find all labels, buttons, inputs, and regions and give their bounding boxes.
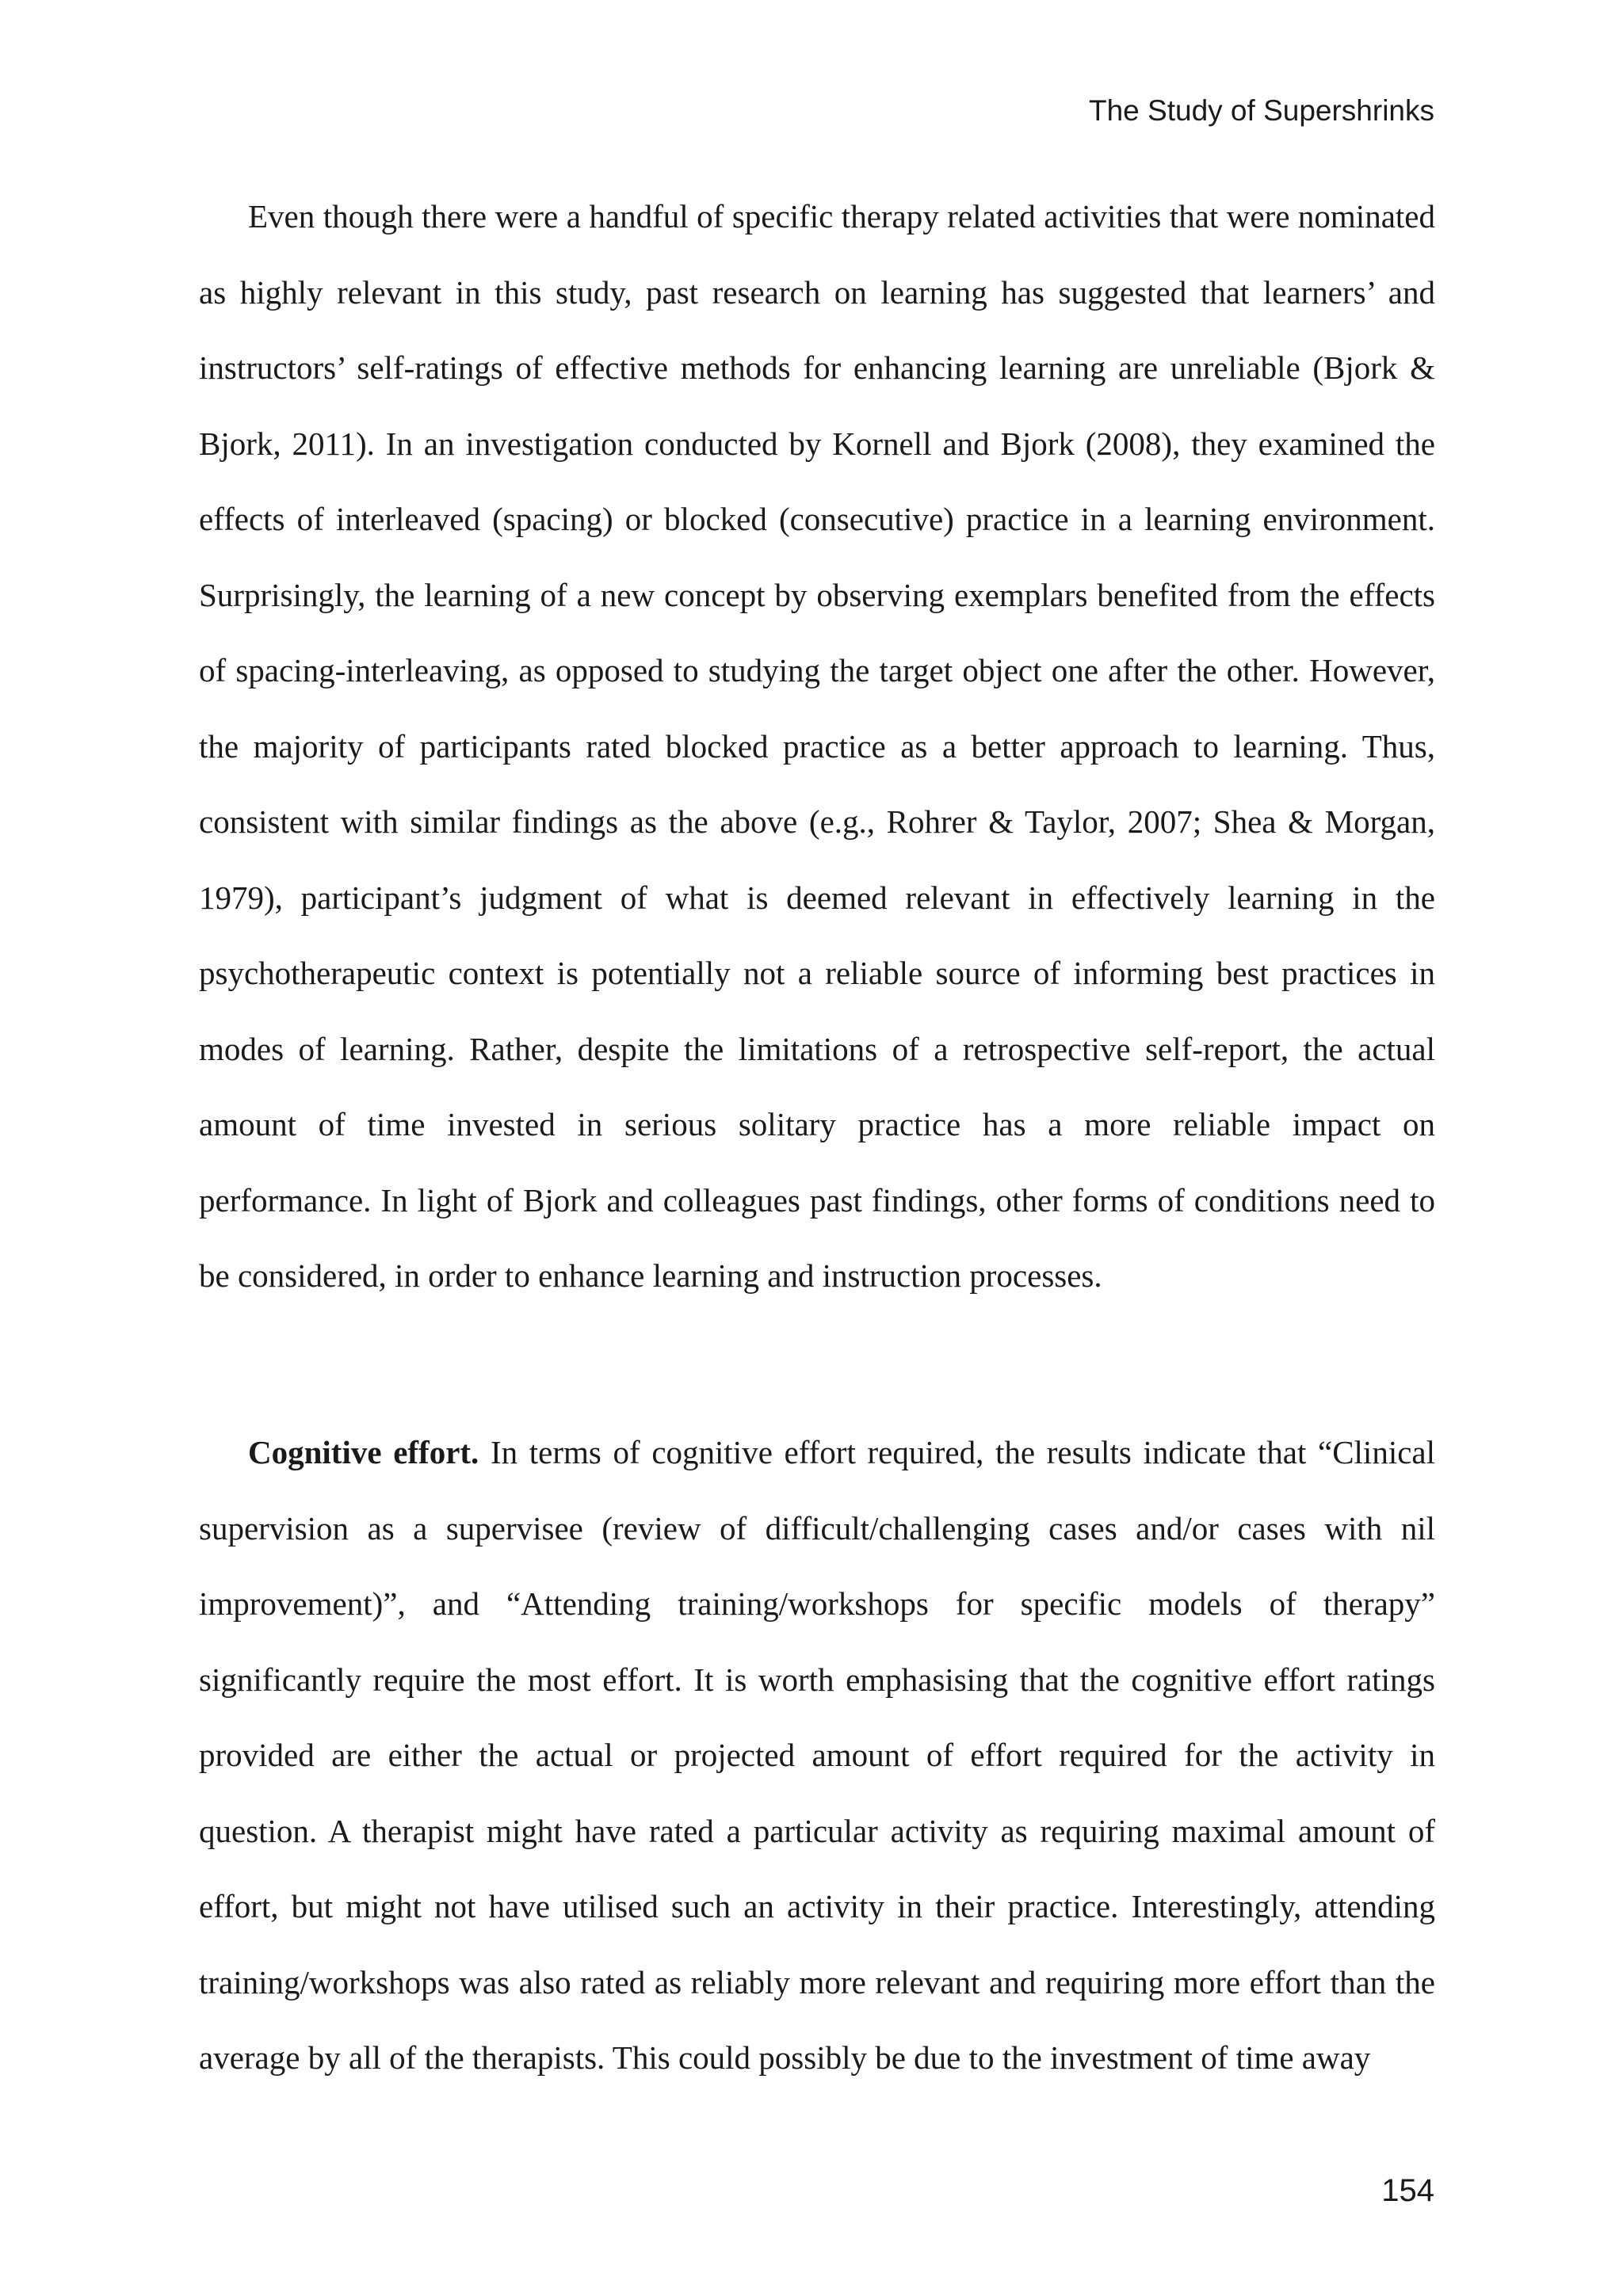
page-number: 154 [1381,2173,1434,2208]
body-paragraph-2 [199,1415,1435,2096]
body-paragraph-1 [199,179,1435,1314]
section-heading-cognitive-effort: Cognitive effort. [248,1434,479,1470]
paragraph-text: In terms of cognitive effort required, the results indicate that “Clinical supervision as a supervisee (review of difficult/challenging cases and/or cases with nil improvement)”, and “Attending training/workshops for specific models of therapy” significantly require the most effort. It is worth emphasising that the cognitive effort ratings provided are either the actual or projected amount of effort required for the activity in question. A therapist might have rated a particular activity as requiring maximal amount of effort, but might not have utilised such an activity in their practice. Interestingly, attending training/workshops was also rated as reliably more relevant and requiring more effort than the average by all of the therapists. This could possibly be due to the investment of time away [199,1434,1436,2076]
running-head-title: The Study of Supershrinks [1089,94,1434,127]
paragraph-text: Even though there were a handful of specific therapy related activities that were nominated as highly relevant in this study, past research on learning has suggested that learners’ and instructors’ self-ratings of effective methods for enhancing learning are unreliable (Bjork & Bjork, 2011). In an investigation conducted by Kornell and Bjork (2008), they examined the effects of interleaved (spacing) or blocked (consecutive) practice in a learning environment. Surprisingly, the learning of a new concept by observing exemplars benefited from the effects of spacing-interleaving, as opposed to studying the target object one after the other. However, the majority of participants rated blocked practice as a better approach to learning. Thus, consistent with similar findings as the above (e.g., Rohrer & Taylor, 2007; Shea & Morgan, 1979), participant’s judgment of what is deemed relevant in effectively learning in the psychotherapeutic context is potentially not a reliable source of informing best practices in modes of learning. Rather, despite the limitations of a retrospective self-report, the actual amount of time invested in serious solitary practice has a more reliable impact on performance. In light of Bjork and colleagues past findings, other forms of conditions need to be considered, in order to enhance learning and instruction processes. [199,198,1435,1294]
paragraph-with-heading [199,1415,1435,2096]
